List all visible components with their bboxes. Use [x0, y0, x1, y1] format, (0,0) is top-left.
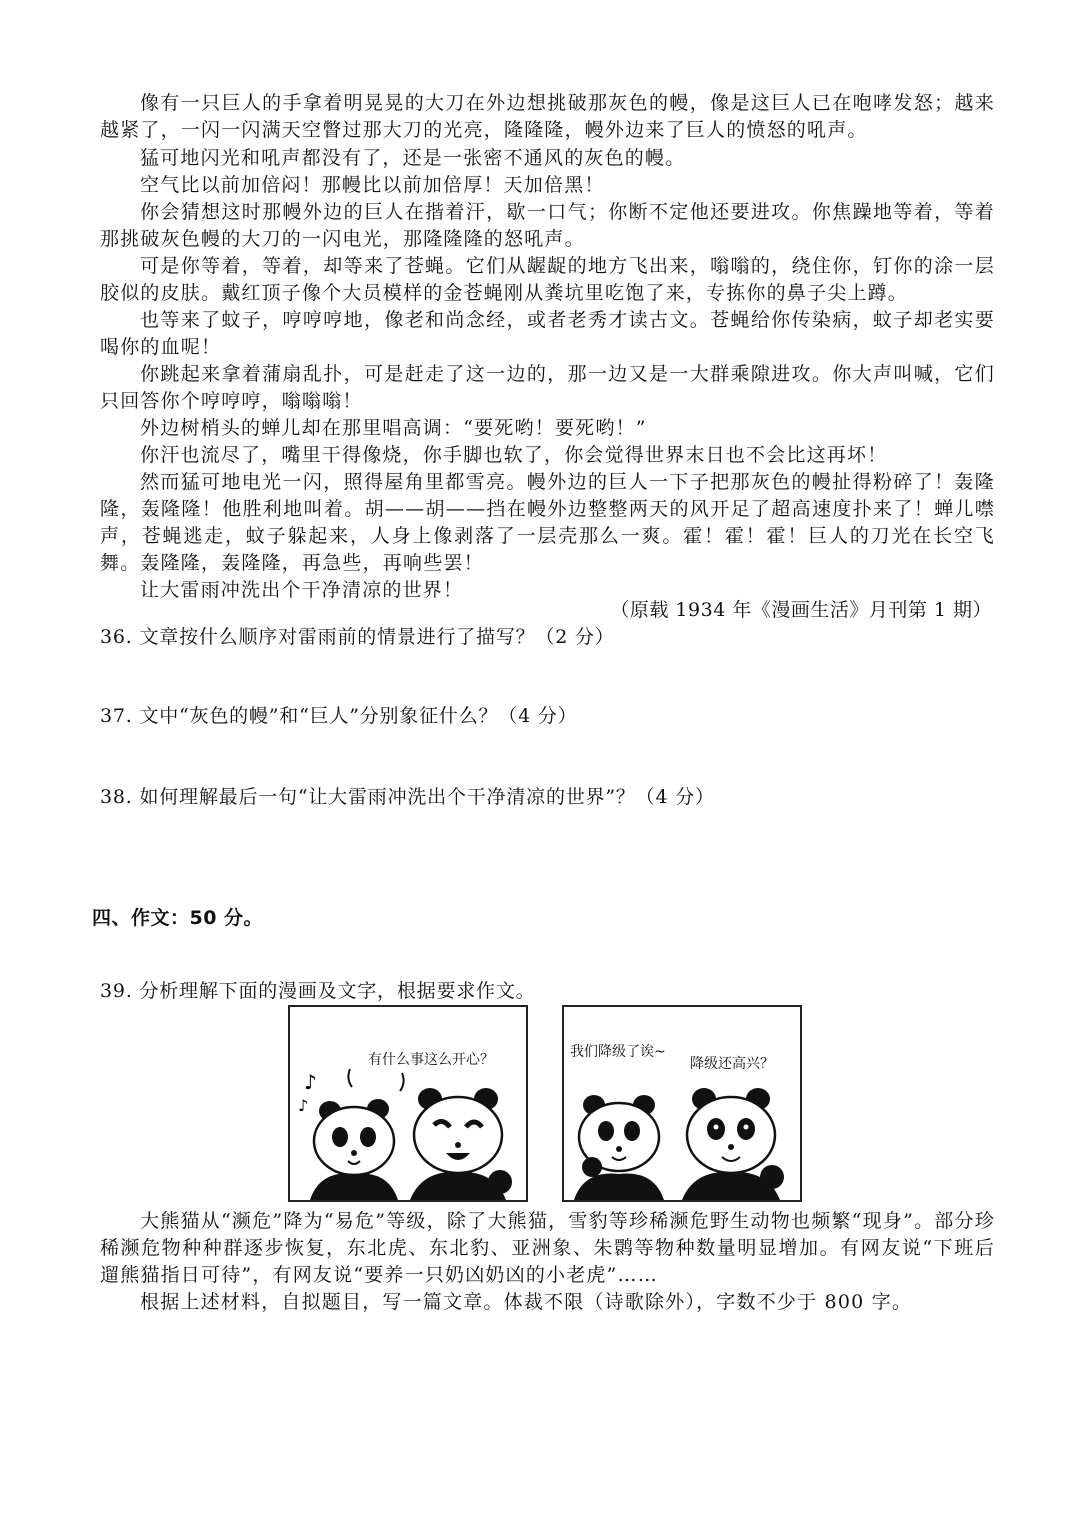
- passage-paragraph-1: 像有一只巨人的手拿着明晃晃的大刀在外边想挑破那灰色的幔，像是这巨人已在咆哮发怒；越来越紧了，一闪一闪满天空瞥过那大刀的光亮，隆隆隆，幔外边来了巨人的愤怒的吼声。: [100, 92, 995, 141]
- passage-paragraph-4: 你会猜想这时那幔外边的巨人在揩着汗，歇一口气；你断不定他还要进攻。你焦躁地等着，等着那挑破灰色幔的大刀的一闪电光，那隆隆隆的怒吼声。: [100, 201, 995, 250]
- comic-panel-1: [288, 1005, 528, 1202]
- passage-paragraph-3: 空气比以前加倍闷！那幔比以前加倍厚！天加倍黑！: [140, 174, 605, 196]
- passage-paragraph-8: 外边树梢头的蝉儿却在那里唱高调：“要死哟！要死哟！”: [140, 417, 647, 439]
- comic-panel-2: [562, 1005, 802, 1202]
- question-37: 37. 文中“灰色的幔”和“巨人”分别象征什么？（4 分）: [100, 705, 578, 727]
- svg-text:♪: ♪: [298, 1096, 309, 1115]
- passage-paragraph-11: 让大雷雨冲洗出个干净清凉的世界！: [140, 579, 464, 601]
- question-38: 38. 如何理解最后一句“让大雷雨冲洗出个干净清凉的世界”？（4 分）: [100, 786, 715, 808]
- essay-prompt: 39. 分析理解下面的漫画及文字，根据要求作文。: [100, 980, 536, 1002]
- passage-paragraph-5: 可是你等着，等着，却等来了苍蝇。它们从龌龊的地方飞出来，嗡嗡的，绕住你，钉你的涂一层胶似的皮肤。戴红顶子像个大员模样的金苍蝇刚从粪坑里吃饱了来，专拣你的鼻子尖上蹲。: [100, 255, 995, 304]
- passage-paragraph-2: 猛可地闪光和吼声都没有了，还是一张密不通风的灰色的幔。: [140, 147, 686, 169]
- essay-requirement: 根据上述材料，自拟题目，写一篇文章。体裁不限（诗歌除外），字数不少于 800 字。: [140, 1291, 913, 1313]
- question-36: 36. 文章按什么顺序对雷雨前的情景进行了描写？（2 分）: [100, 626, 615, 648]
- svg-text:♪: ♪: [304, 1070, 317, 1094]
- section-heading: 四、作文：50 分。: [92, 907, 264, 929]
- comic-bubble-reply: 降级还高兴？: [690, 1056, 774, 1072]
- passage-paragraph-7: 你跳起来拿着蒲扇乱扑，可是赶走了这一边的，那一边又是一大群乘隙进攻。你大声叫喊，它们只回答你个哼哼哼，嗡嗡嗡！: [100, 363, 995, 412]
- passage-citation: （原载 1934 年《漫画生活》月刊第 1 期）: [610, 599, 992, 621]
- passage-paragraph-10: 然而猛可地电光一闪，照得屋角里都雪亮。幔外边的巨人一下子把那灰色的幔扯得粉碎了！轰隆隆，轰隆隆！他胜利地叫着。胡——胡——挡在幔外边整整两天的风开足了超高速度扑来了！蝉儿噤声，苍蝇逃走，蚊子躲起来，人身上像剥落了一层壳那么一爽。霍！霍！霍！巨人的刀光在长空飞舞。轰隆隆，轰隆隆，再急些，再响些罢！: [100, 471, 995, 574]
- passage-paragraph-9: 你汗也流尽了，嘴里干得像烧，你手脚也软了，你会觉得世界末日也不会比这再坏！: [140, 444, 888, 466]
- passage-paragraph-6: 也等来了蚊子，哼哼哼地，像老和尚念经，或者老秀才读古文。苍蝇给你传染病，蚊子却老实要喝你的血呢！: [100, 309, 995, 358]
- comic-bubble-question: 有什么事这么开心？: [368, 1052, 494, 1068]
- panda-pair-talking-drawing: [564, 1007, 800, 1200]
- comic-bubble-downgraded: 我们降级了诶~: [570, 1044, 666, 1060]
- panda-pair-happy-drawing: [290, 1007, 526, 1200]
- essay-material: 大熊猫从“濒危”降为“易危”等级，除了大熊猫，雪豹等珍稀濒危野生动物也频繁“现身”。部分珍稀濒危物种种群逐步恢复，东北虎、东北豹、亚洲象、朱鹮等物种数量明显增加。有网友说“下班后遛熊猫指日可待”，有网友说“要养一只奶凶奶凶的小老虎”……: [100, 1210, 995, 1286]
